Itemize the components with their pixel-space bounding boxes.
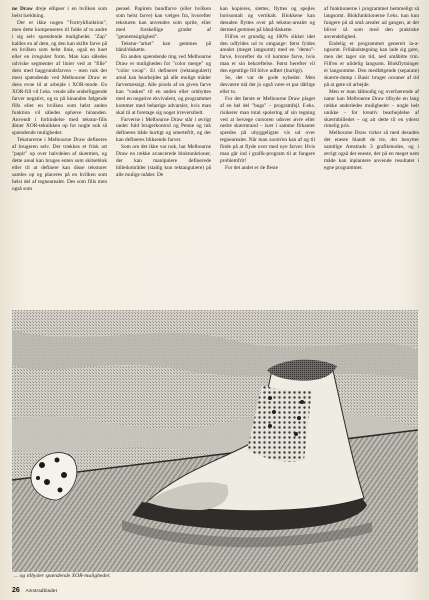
paragraph-text: Tekstur-"arket" kan gemmes på bånd/diskette. [116,40,211,54]
paragraph [324,130,419,171]
paragraph-text: Men er man tålmodig og overbærende af natur kan Melbourne Draw tilbyde en lang række anderledes muligheder – nogle helt unikke – for kreativ bearbejdelse af skærmbilledet – og alt dette til en yderst rimelig pris. [324,88,419,130]
figure-caption: ... og tilbyder spændende XOR-muligheder. [14,573,111,579]
paragraph-text: Melbourne Draw virker så med desuden det eneste blandt de tre, der benytter samtlige Amstrads 3 grafikmodes, og i øvrigt også det eneste, der på en meget nem måde kan inplantere anvende resultatet i egne programmer. [324,130,419,171]
article-columns [12,6,419,308]
page-number: 26 [12,587,20,594]
paragraph-text: For det andet er de fleste [225,164,278,171]
page-footer [12,587,57,594]
text-column-3 [220,6,315,308]
paragraph [220,34,315,75]
paragraph-text: Som om det ikke var nok, har Melbourne Draw en række avancerede bloktunktioner, der kan manipulere definerede billedområder (stadig kun rektangulære) på alle mulige måder. De [116,144,211,178]
paragraph [324,89,419,130]
paragraph [220,96,315,165]
paragraph [12,6,107,20]
paragraph-lead: ne Draw [12,6,33,12]
paragraph-text: Teksturerne i Melbourne Draw defineres af brugeren selv. Der trækkes et frisk art "papir" op over halvdelen af skærmen, og dette areal kan bruges enten som skitseblok eller til at definere kan disse teksturer samles op og placeres på en hvilken som helst del af tegnearealet. Des som fills men også som [12,137,107,192]
paragraph-text: Farverne i Melbourne Draw står i øvrigt under fuld brugerkontrol og Penne og ink defineres både hurtigt og smertefrit, og der kan defineres bliksende farver. [116,116,211,144]
paragraph-text: kan kopieres, slettes, flyttes og spejles horisontalt og vertikalt. Blokkene kan desuden flyttes over på tekstur-arealet og dermed gemmes på bånd/diskette. [220,6,315,33]
paragraph-text: Fill'en er grundig og 100% sikker idet den udfyldes ud to omgange: først fyldes arealet (meget langsomt) med en "demo"-farve, hvorefter du vil komme farve, hvis man er sin bekræftelse. Først herefter vil den egentlige fill blive udført (hurtigt). [220,33,315,75]
paragraph [220,75,315,96]
paragraph [324,41,419,89]
paragraph-text: Endelig er programmet generelt la-a-ngsomt. Frihåndstegning kan lade sig gøre, men det tager sin tid, ned småbitte trin. Fill'en er ulidelig langsom. Blokflytninger er langsomme. Den medfølgende (separate) skærm-dump i Basic bruger oceaner af tid på at gøre sit arbejde. [324,40,419,88]
paragraph-text: af funktionerne i programmet hemmeligt så langsomt. Blokfunktionerne f.eks. kan kun fungere på så små arealer ad gangen, at det bliver så som med den praktiske anvendelighed. [324,6,419,40]
paragraph [116,6,211,41]
paragraph [116,117,211,145]
paragraph-text: pensel. Papirets bundfarve (eller hvilken som helst farve) kan vælges fra, hvorefter teksturen kan anvendes som sprite, eller med forskellige grader af "gennemsigtighed". [116,6,211,40]
paragraph [324,6,419,41]
paragraph [116,41,211,55]
paragraph [12,20,107,137]
paragraph [116,54,211,116]
paragraph [220,165,315,172]
paragraph [116,144,211,179]
xor-drawing-figure [12,310,418,572]
paragraph [12,137,107,192]
boot-illustration [12,310,418,572]
paragraph [220,6,315,34]
paragraph-text: For det første er Melbourne Draw plaget af en hel del "bugs" – programfejl. F.eks. risikerer man total spolering af sin tegning ved at bevæge cursoren udover øvre eller nedre skærmrand – især i samme firkanter spredes på uhyggeligste vis ud over tegnearealet. Når man zoom'en kan af og til finde på at flyde over med nye farver. Hvis man går ind i grafik-program til at fungere problemfrit! [220,95,315,164]
paragraph-text: Se, det var de gode nyheder. Men desværre må det jo også være et par dårlige eller to. [220,75,315,95]
text-column-4 [324,6,419,308]
paragraph-text: Der er ikke nogen "Fortrykfunktion", men dette kompenseres til fulde af to andre i sig selv spændende muligheder. "Zap" kaldes en af dem, og den kan skifte farve på en hvilken som helst linie, også en buet eller en irregulær form. Man kan således udviske segmenter af linier ved at "fille" dem med baggrundsfarven – men nok det mest spændende ved Melbourne Draw er dens evne til at arbejde i XOR-mode. En XOR-fill vil f.eks. vende alle underliggende farver negativt, og to på hinanden følgende fills eller en hvilken som helst anden funktion vil således ophæve hinanden. Anvendt i forbindelse med tekstur-fills åbner XOR-teknikken op for nogle nok så spændende muligheder. [12,19,107,137]
paragraph-text: dreje ellipser i en hvilken som helst hældning. [12,6,107,19]
magazine-name: Amstradbladet [25,588,58,593]
text-column-1 [12,6,107,308]
paragraph-text: En anden spændende ting ved Melbourne Draw er muligheden for "color merge" og "color swap". Et defineret (rektangulært) areal kan bearbejdes på alle mulige måder farvemæssigt. Alle pixels af en given farve kan "vaskes" til en anden eller ombyttes med en negative ekvivalent, og programmet kommer med behørige advarsler, hvis man skal til at foretage sig noget irreversibelt. [116,54,211,116]
text-column-2 [116,6,211,308]
